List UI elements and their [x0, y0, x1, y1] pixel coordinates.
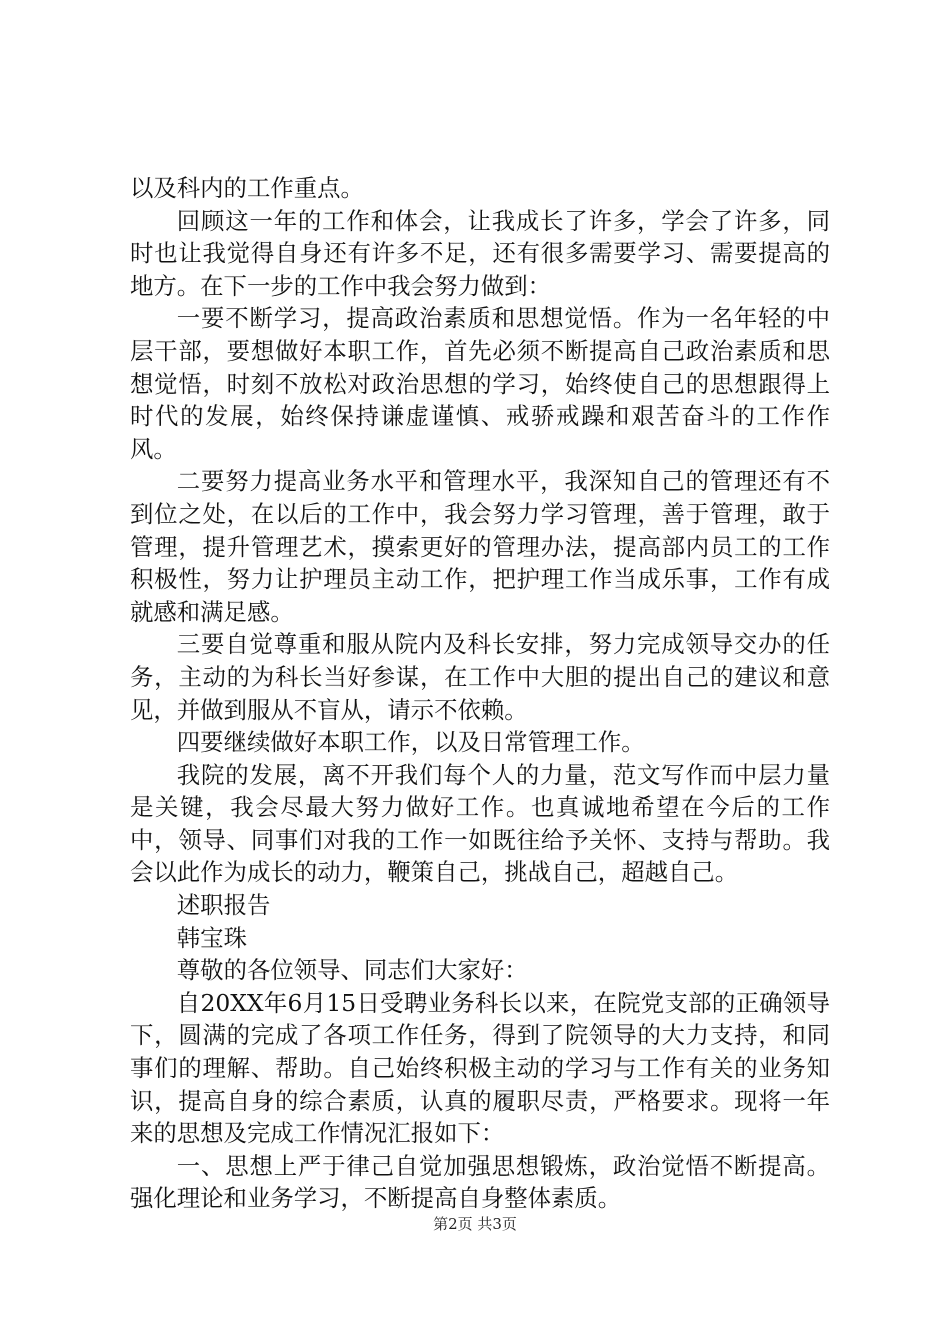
page-number: 第2页 共3页 — [433, 1215, 517, 1233]
paragraph-review: 回顾这一年的工作和体会，让我成长了许多，学会了许多，同时也让我觉得自身还有许多不足，还有很多需要学习、需要提高的地方。在下一步的工作中我会努力做到： — [130, 206, 830, 300]
paragraph-introduction: 自20XX年6月15日受聘业务科长以来，在院党支部的正确领导下，圆满的完成了各项工作任务，得到了院领导的大力支持，和同事们的理解、帮助。自己始终积极主动的学习与工作有关的业务知识，提高自身的综合素质，认真的履职尽责，严格要求。现将一年来的思想及完成工作情况汇报如下： — [130, 988, 830, 1148]
paragraph-section-one: 一、思想上严于律己自觉加强思想锻炼，政治觉悟不断提高。强化理论和业务学习，不断提高自身整体素质。 — [130, 1151, 830, 1213]
paragraph-conclusion: 我院的发展，离不开我们每个人的力量，范文写作而中层力量是关键，我会尽最大努力做好工作。也真诚地希望在今后的工作中，领导、同事们对我的工作一如既往给予关怀、支持与帮助。我会以此作为成长的动力，鞭策自己，挑战自己，超越自己。 — [130, 760, 830, 887]
report-title: 述职报告 — [176, 891, 271, 920]
paragraph-goal-two: 二要努力提高业务水平和管理水平，我深知自己的管理还有不到位之处，在以后的工作中，我会努力学习管理，善于管理，敢于管理，提升管理艺术，摸索更好的管理办法，提高部内员工的工作积极性，努力让护理员主动工作，把护理工作当成乐事，工作有成就感和满足感。 — [130, 467, 830, 626]
paragraph-goal-one: 一要不断学习，提高政治素质和思想觉悟。作为一名年轻的中层干部，要想做好本职工作，首先必须不断提高自己政治素质和思想觉悟，时刻不放松对政治思想的学习，始终使自己的思想跟得上时代的发展，始终保持谦虚谨慎、戒骄戒躁和艰苦奋斗的工作作风。 — [130, 304, 830, 463]
document-body — [130, 172, 830, 1215]
paragraph-goal-three: 三要自觉尊重和服从院内及科长安排，努力完成领导交办的任务，主动的为科长当好参谋，在工作中大胆的提出自己的建议和意见，并做到服从不盲从，请示不依赖。 — [130, 630, 830, 724]
paragraph-goal-four: 四要继续做好本职工作，以及日常管理工作。 — [176, 728, 645, 757]
report-author: 韩宝珠 — [176, 923, 247, 952]
report-salutation: 尊敬的各位领导、同志们大家好： — [176, 956, 528, 985]
paragraph-continuation: 以及科内的工作重点。 — [130, 174, 364, 202]
